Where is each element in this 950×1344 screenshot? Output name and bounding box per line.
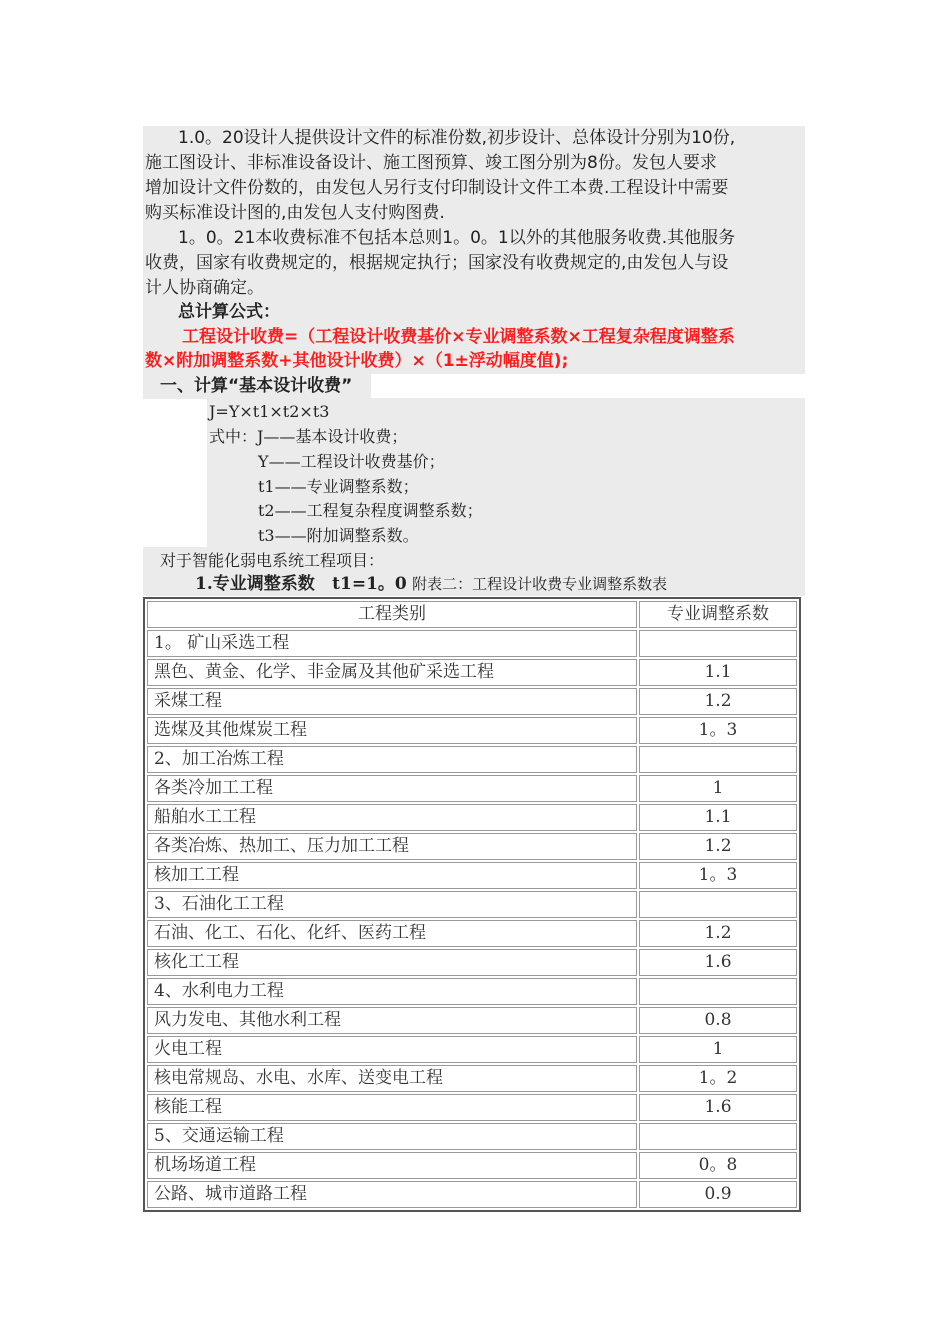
table-cell-coefficient: 1.6 [639, 1094, 797, 1121]
table-cell-coefficient: 0.8 [639, 1007, 797, 1034]
table-cell-coefficient: 1 [639, 1036, 797, 1063]
table-cell-category: 船舶水工工程 [147, 804, 637, 831]
table-cell-coefficient: 0。8 [639, 1152, 797, 1179]
table-cell-category: 1。 矿山采选工程 [147, 630, 637, 657]
table-cell-category: 各类冶炼、热加工、压力加工工程 [147, 833, 637, 860]
table-cell-category: 火电工程 [147, 1036, 637, 1063]
paragraph-2-line-2: 收费，国家有收费规定的，根据规定执行；国家没有收费规定的,由发包人与设 [145, 253, 729, 273]
table-row [147, 1094, 797, 1121]
table-cell-category: 核能工程 [147, 1094, 637, 1121]
table-cell-category: 3、石油化工工程 [147, 891, 637, 918]
table-row [147, 775, 797, 802]
table-cell-coefficient: 1.2 [639, 920, 797, 947]
table-row [147, 688, 797, 715]
equation: J=Y×t1×t2×t3 [209, 402, 330, 421]
table-row [147, 949, 797, 976]
table-caption: 附表二：工程设计收费专业调整系数表 [412, 575, 668, 593]
table-cell-coefficient [639, 978, 797, 1005]
table-row [147, 1181, 797, 1208]
table-cell-category: 公路、城市道路工程 [147, 1181, 637, 1208]
paragraph-1-line-1: 1.0。20设计人提供设计文件的标准份数,初步设计、总体设计分别为10份, [178, 128, 736, 148]
table-cell-category: 核加工工程 [147, 862, 637, 889]
intro-text: 对于智能化弱电系统工程项目： [160, 551, 385, 570]
table-row [147, 862, 797, 889]
header-coefficient: 专业调整系数 [639, 601, 797, 628]
table-row [147, 1123, 797, 1150]
coefficient-table [143, 597, 801, 1212]
formula-line-2: 数×附加调整系数+其他设计收费）×（1±浮动幅度值); [145, 351, 569, 371]
equation-where: 式中：J——基本设计收费； [209, 427, 408, 446]
table-cell-coefficient: 1。2 [639, 1065, 797, 1092]
equation-t2: t2——工程复杂程度调整系数； [258, 501, 483, 520]
table-header-row [147, 601, 797, 628]
table-cell-coefficient: 0.9 [639, 1181, 797, 1208]
table-cell-coefficient: 1.2 [639, 833, 797, 860]
table-cell-category: 选煤及其他煤炭工程 [147, 717, 637, 744]
table-cell-coefficient: 1 [639, 775, 797, 802]
header-category: 工程类别 [147, 601, 637, 628]
table-cell-category: 采煤工程 [147, 688, 637, 715]
table-cell-coefficient [639, 1123, 797, 1150]
table-row [147, 1065, 797, 1092]
table-cell-coefficient: 1。3 [639, 862, 797, 889]
table-cell-category: 各类冷加工工程 [147, 775, 637, 802]
table-title [195, 572, 667, 597]
table-cell-category: 2、加工冶炼工程 [147, 746, 637, 773]
table-title-value: t1=1。0 [332, 574, 407, 594]
table-cell-coefficient [639, 630, 797, 657]
table-cell-coefficient: 1.6 [639, 949, 797, 976]
table-cell-category: 5、交通运输工程 [147, 1123, 637, 1150]
table-cell-category: 黑色、黄金、化学、非金属及其他矿采选工程 [147, 659, 637, 686]
paragraph-1-line-2: 施工图设计、非标准设备设计、施工图预算、竣工图分别为8份。发包人要求 [145, 153, 717, 173]
table-row [147, 978, 797, 1005]
table-row [147, 804, 797, 831]
paragraph-2-line-3: 计人协商确定。 [145, 278, 264, 298]
table-cell-category: 4、水利电力工程 [147, 978, 637, 1005]
table-cell-coefficient [639, 746, 797, 773]
table-cell-category: 核电常规岛、水电、水库、送变电工程 [147, 1065, 637, 1092]
table-cell-category: 机场场道工程 [147, 1152, 637, 1179]
table-row [147, 1152, 797, 1179]
table-cell-coefficient [639, 891, 797, 918]
paragraph-1-line-3: 增加设计文件份数的，由发包人另行支付印制设计文件工本费.工程设计中需要 [145, 178, 729, 198]
table-cell-coefficient: 1.1 [639, 804, 797, 831]
equation-t3: t3——附加调整系数。 [258, 526, 419, 545]
table-cell-coefficient: 1.2 [639, 688, 797, 715]
table-cell-coefficient: 1.1 [639, 659, 797, 686]
equation-t1: t1——专业调整系数； [258, 477, 419, 496]
table-row [147, 833, 797, 860]
equation-y: Y——工程设计收费基价； [258, 452, 445, 471]
table-row [147, 659, 797, 686]
table-row [147, 891, 797, 918]
table-row [147, 920, 797, 947]
table-title-label: 1.专业调整系数 [195, 574, 315, 594]
paragraph-2-line-1: 1。0。21本收费标准不包括本总则1。0。1以外的其他服务收费.其他服务 [178, 228, 736, 248]
table-row [147, 746, 797, 773]
formula-heading: 总计算公式： [178, 302, 280, 322]
table-cell-category: 石油、化工、石化、化纤、医药工程 [147, 920, 637, 947]
table-cell-category: 核化工工程 [147, 949, 637, 976]
table-row [147, 1007, 797, 1034]
table-row [147, 1036, 797, 1063]
table-row [147, 717, 797, 744]
table-cell-category: 风力发电、其他水利工程 [147, 1007, 637, 1034]
table-cell-coefficient: 1。3 [639, 717, 797, 744]
formula-line-1: 工程设计收费=（工程设计收费基价×专业调整系数×工程复杂程度调整系 [182, 327, 735, 347]
paragraph-1-line-4: 购买标准设计图的,由发包人支付购图费. [145, 203, 445, 223]
section-1-heading: 一、计算“基本设计收费” [160, 376, 353, 396]
table-row [147, 630, 797, 657]
